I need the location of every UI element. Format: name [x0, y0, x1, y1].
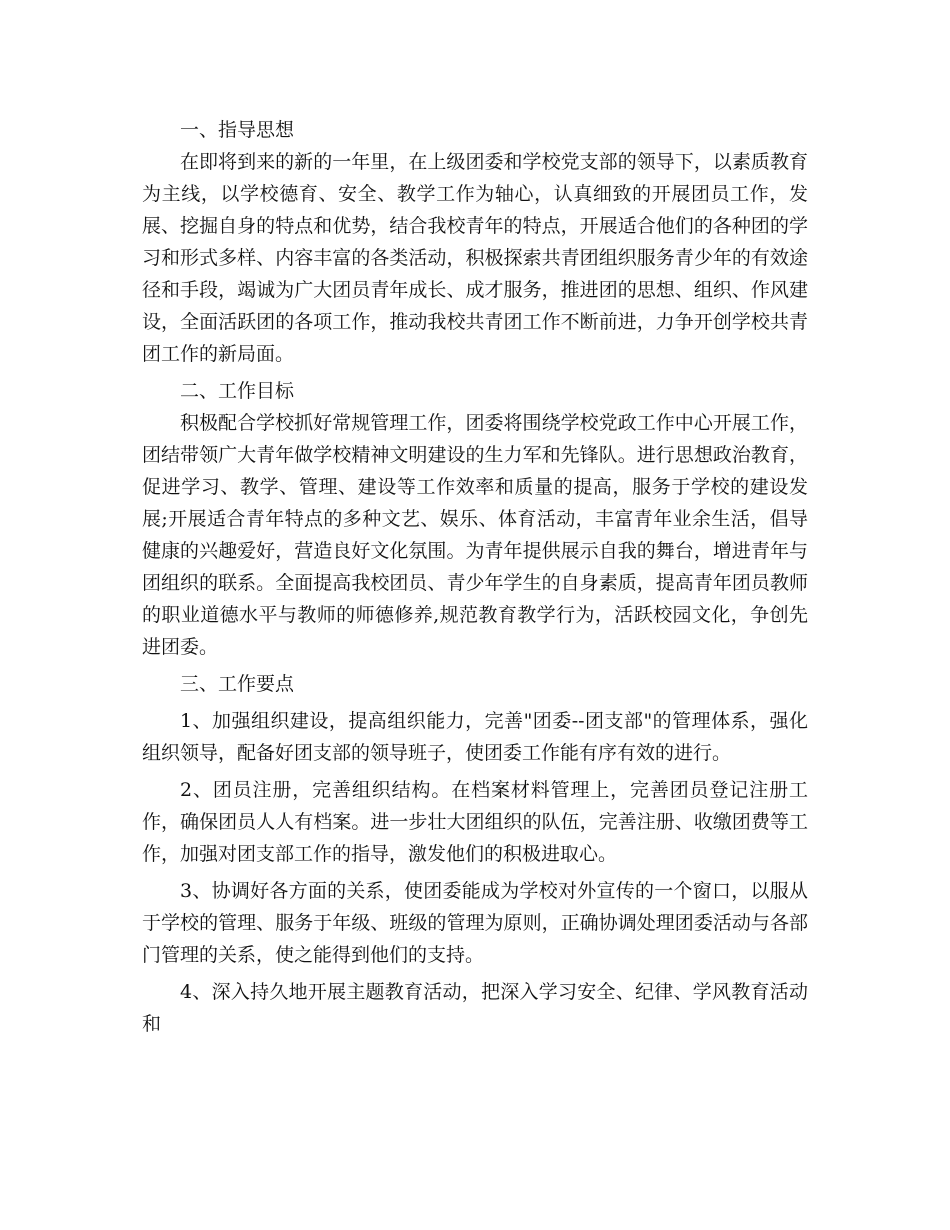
section-heading-work-points: 三、工作要点 — [180, 673, 295, 695]
paragraph: 1、加强组织建设，提高组织能力，完善"团委--团支部"的管理体系，强化组织领导，配备好团支部的领导班子，使团委工作能有序有效的进行。 — [142, 710, 808, 764]
paragraph: 积极配合学校抓好常规管理工作，团委将围绕学校党政工作中心开展工作，团结带领广大青年做学校精神文明建设的生力军和先锋队。进行思想政治教育，促进学习、教学、管理、建设等工作效率和质量的提高，服务于学校的建设发展;开展适合青年特点的多种文艺、娱乐、体育活动，丰富青年业余生活，倡导健康的兴趣爱好，营造良好文化氛围。为青年提供展示自我的舞台，增进青年与团组织的联系。全面提高我校团员、青少年学生的自身素质，提高青年团员教师的职业道德水平与教师的师德修养,规范教育教学行为，活跃校园文化，争创先进团委。 — [142, 412, 808, 658]
paragraph: 2、团员注册，完善组织结构。在档案材料管理上，完善团员登记注册工作，确保团员人人有档案。进一步壮大团组织的队伍，完善注册、收缴团费等工作，加强对团支部工作的指导，激发他们的积极进取心。 — [142, 779, 808, 865]
document-body — [142, 114, 808, 1040]
paragraph: 在即将到来的新的一年里，在上级团委和学校党支部的领导下，以素质教育为主线，以学校德育、安全、教学工作为轴心，认真细致的开展团员工作，发展、挖掘自身的特点和优势，结合我校青年的特点，开展适合他们的各种团的学习和形式多样、内容丰富的各类活动，积极探索共青团组织服务青少年的有效途径和手段，竭诚为广大团员青年成长、成才服务，推进团的思想、组织、作风建设，全面活跃团的各项工作，推动我校共青团工作不断前进，力争开创学校共青团工作的新局面。 — [142, 151, 808, 365]
section-heading-work-goals: 二、工作目标 — [180, 380, 295, 402]
section-heading-guiding-ideology: 一、指导思想 — [180, 119, 295, 141]
paragraph: 4、深入持久地开展主题教育活动，把深入学习安全、纪律、学风教育活动和 — [142, 981, 808, 1035]
paragraph: 3、协调好各方面的关系，使团委能成为学校对外宣传的一个窗口，以服从于学校的管理、服务于年级、班级的管理为原则，正确协调处理团委活动与各部门管理的关系，使之能得到他们的支持。 — [142, 880, 808, 966]
